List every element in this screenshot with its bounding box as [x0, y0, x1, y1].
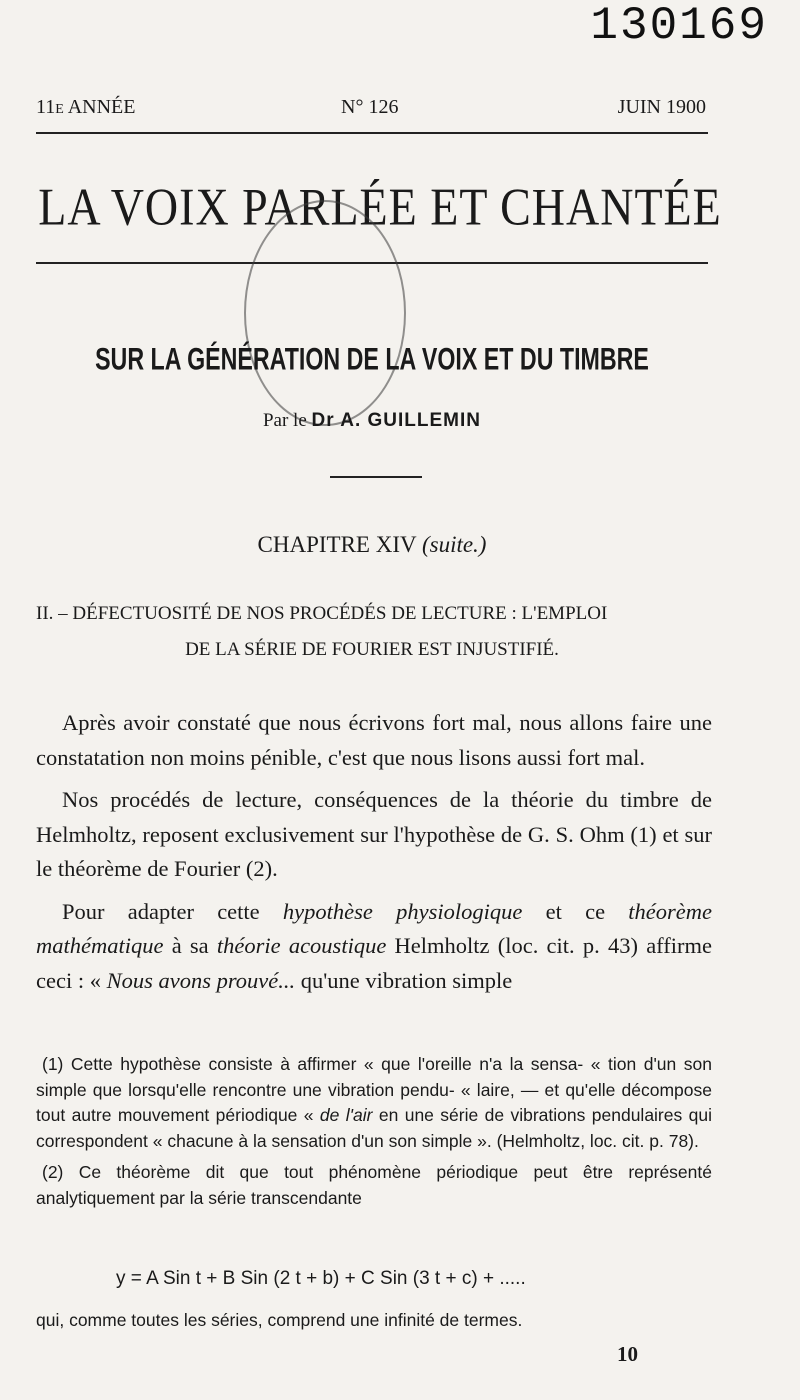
library-seal-stamp	[244, 200, 406, 426]
byline	[36, 410, 708, 432]
chapter-heading	[36, 532, 708, 558]
footnote-1-italic: de l'air	[319, 1105, 373, 1125]
header-rule	[36, 132, 708, 134]
paragraph-3-italic: hypothèse physiologique	[282, 898, 523, 924]
header-date: JUIN 1900	[617, 96, 706, 118]
footnote-1-text: (1) Cette hypothèse consiste à affirmer « que l'oreille n'a la sensa- « tion d'un son simple que lorsqu'elle rencontre une vibration pendu- « laire, — et qu'elle décompose tout autre mouvement périodique «	[36, 1054, 712, 1125]
library-accession-number: 130169	[590, 0, 768, 52]
paragraph-3-text: Pour adapter cette	[62, 898, 283, 924]
running-header	[36, 96, 706, 126]
section-heading	[36, 596, 708, 668]
paragraph-3-italic: théorème mathématique	[36, 898, 713, 958]
article-title: SUR LA GÉNÉRATION DE LA VOIX ET DU TIMBRE	[95, 341, 649, 377]
author-name: Dr A. GUILLEMIN	[311, 410, 481, 431]
paragraph-3-text: à sa	[163, 933, 217, 958]
section-heading-line2: DE LA SÉRIE DE FOURIER EST INJUSTIFIÉ.	[185, 639, 559, 660]
paragraph-3-text: et ce	[522, 898, 629, 924]
paragraph-1: Après avoir constaté que nous écrivons fort mal, nous allons faire une constatation non moins pénible, c'est que nous lisons aussi fort mal.	[36, 710, 712, 770]
journal-title: LA VOIX PARLÉE ET CHANTÉE	[38, 177, 722, 236]
separator-rule	[330, 476, 422, 478]
fourier-series-formula: y = A Sin t + B Sin (2 t + b) + C Sin (3 t + c) + .....	[116, 1268, 526, 1289]
byline-prefix: Par le	[262, 410, 307, 431]
footnote-2: (2) Ce théorème dit que tout phénomène périodique peut être représenté analytiquement par la série transcendante	[36, 1162, 712, 1208]
paragraph-3-text: Helmholtz (loc. cit. p. 43) affirme ceci : «	[36, 933, 712, 993]
chapter-label: CHAPITRE XIV	[257, 532, 417, 557]
chapter-continued: (suite.)	[421, 532, 487, 557]
paragraph-3-text: qu'une vibration simple	[295, 967, 513, 993]
header-year: 11e ANNÉE	[36, 96, 136, 118]
section-heading-line1: II. – DÉFECTUOSITÉ DE NOS PROCÉDÉS DE LECTURE : L'EMPLOI	[36, 603, 608, 624]
header-issue-number: N° 126	[341, 96, 399, 118]
body-text	[36, 706, 712, 1006]
paragraph-3-italic: théorie acoustique	[216, 933, 387, 958]
footnote-1	[36, 1052, 712, 1154]
paragraph-2: Nos procédés de lecture, conséquences de la théorie du timbre de Helmholtz, reposent exclusivement sur l'hypothèse de G. S. Ohm (1) et sur le théorème de Fourier (2).	[36, 787, 712, 881]
paragraph-3-italic: Nous avons prouvé...	[106, 967, 296, 993]
page-number: 10	[617, 1342, 638, 1366]
footnote-2-continuation: qui, comme toutes les séries, comprend une infinité de termes.	[36, 1310, 523, 1330]
paragraph-3	[36, 895, 712, 999]
footnotes	[36, 1052, 712, 1217]
footnote-1-text: en une série de vibrations pendulaires qui correspondent « chacune à la sensation d'un son simple ». (Helmholtz, loc. cit. p. 78).	[36, 1105, 712, 1151]
